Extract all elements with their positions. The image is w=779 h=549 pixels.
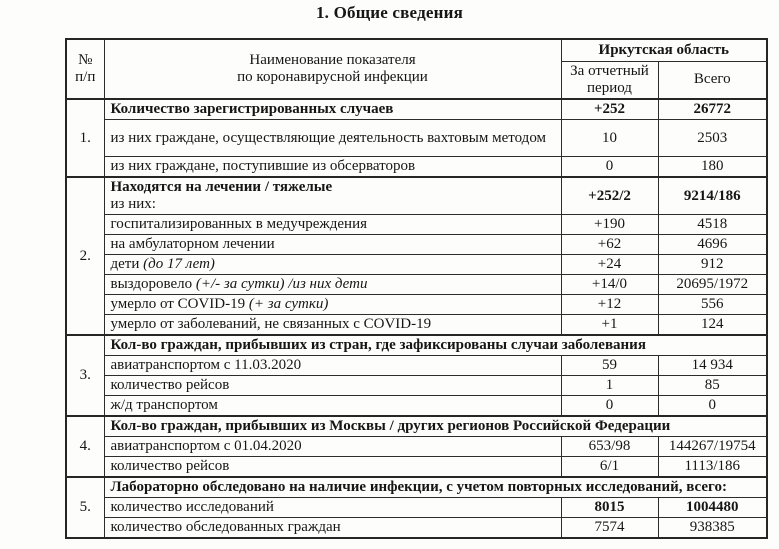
indicator-cell: из них граждане, поступившие из обсерваторов [104,157,561,178]
header-period-cell [561,61,658,99]
period-cell: 653/98 [561,437,658,457]
period-cell: +190 [561,215,658,235]
section-header-cell: Лабораторно обследовано на наличие инфекции, с учетом повторных исследований, всего: [104,477,767,498]
total-cell: 0 [658,396,767,417]
table-row [66,396,767,417]
indicator-cell [104,295,561,315]
total-cell: 20695/1972 [658,275,767,295]
table-row [66,315,767,336]
table-row [66,215,767,235]
indicator-label-sub: из них: [110,196,156,212]
period-cell: 0 [561,396,658,417]
period-cell: +62 [561,235,658,255]
table-row [66,99,767,120]
page-title: 1. Общие сведения [315,3,464,22]
table-row [66,376,767,396]
indicator-cell: авиатранспортом с 01.04.2020 [104,437,561,457]
indicator-cell: Количество зарегистрированных случаев [104,99,561,120]
header-period-line1: За отчетный [570,62,649,79]
period-cell: 10 [561,120,658,157]
table-row [66,518,767,539]
total-cell: 912 [658,255,767,275]
total-cell: 4518 [658,215,767,235]
indicator-label: дети [110,256,144,272]
indicator-cell: авиатранспортом с 11.03.2020 [104,356,561,376]
period-cell: +252 [561,99,658,120]
total-cell: 2503 [658,120,767,157]
table-row [66,235,767,255]
row-number-cell: 2. [66,177,104,335]
period-cell: 8015 [561,498,658,518]
header-region-cell: Иркутская область [561,39,767,61]
row-number-cell: 4. [66,416,104,477]
indicator-cell: из них граждане, осуществляющие деятельность вахтовым методом [104,120,561,157]
section-header-row [66,416,767,437]
total-cell: 26772 [658,99,767,120]
indicator-label-italic: (+ за сутки) [248,296,329,312]
total-cell: 85 [658,376,767,396]
total-cell: 144267/19754 [658,437,767,457]
period-cell: +12 [561,295,658,315]
indicator-cell: количество исследований [104,498,561,518]
indicator-label-main: Находятся на лечении / тяжелые [110,179,333,195]
table-row [66,356,767,376]
indicator-label-italic: (+/- за сутки) /из них дети [195,276,368,292]
section-header-cell: Кол-во граждан, прибывших из Москвы / других регионов Российской Федерации [104,416,767,437]
header-period-line2: период [587,79,632,96]
table-row [66,120,767,157]
period-cell: +14/0 [561,275,658,295]
period-cell: +252/2 [561,177,658,215]
general-info-table [65,38,768,539]
header-name-line1: Наименование показателя [249,52,416,68]
total-cell: 1113/186 [658,457,767,478]
period-cell: 0 [561,157,658,178]
indicator-cell: умерло от заболеваний, не связанных с COVID-19 [104,315,561,336]
indicator-label: умерло от COVID-19 [110,296,249,312]
indicator-cell [104,275,561,295]
indicator-cell: количество обследованных граждан [104,518,561,539]
header-indicator-name-cell [104,39,561,99]
table-row [66,157,767,178]
header-num-line2: п/п [75,69,96,85]
row-number-cell: 5. [66,477,104,538]
header-num-line1: № [78,52,93,68]
indicator-cell: количество рейсов [104,457,561,478]
indicator-cell [104,255,561,275]
header-num-cell [66,39,104,99]
indicator-cell [104,177,561,215]
period-cell: 59 [561,356,658,376]
indicator-label: выздоровело [110,276,196,292]
table-row [66,457,767,478]
indicator-label-italic: (до 17 лет) [143,256,215,272]
period-cell: 7574 [561,518,658,539]
indicator-cell: госпитализированных в медучреждения [104,215,561,235]
row-number-cell: 3. [66,335,104,416]
table-row [66,177,767,215]
table-row [66,275,767,295]
section-header-row [66,477,767,498]
indicator-cell: количество рейсов [104,376,561,396]
total-cell: 9214/186 [658,177,767,215]
total-cell: 14 934 [658,356,767,376]
period-cell: 6/1 [561,457,658,478]
total-cell: 938385 [658,518,767,539]
total-cell: 1004480 [658,498,767,518]
total-cell: 4696 [658,235,767,255]
indicator-cell: ж/д транспортом [104,396,561,417]
section-header-row [66,335,767,356]
total-cell: 556 [658,295,767,315]
period-cell: +24 [561,255,658,275]
table-row [66,437,767,457]
table-row [66,498,767,518]
header-total-cell: Всего [658,61,767,99]
period-cell: +1 [561,315,658,336]
section-header-cell: Кол-во граждан, прибывших из стран, где зафиксированы случаи заболевания [104,335,767,356]
period-cell: 1 [561,376,658,396]
header-name-line2: по коронавирусной инфекции [237,69,428,85]
table-header-row [66,39,767,61]
total-cell: 180 [658,157,767,178]
table-row [66,255,767,275]
row-number-cell: 1. [66,99,104,177]
indicator-cell: на амбулаторном лечении [104,235,561,255]
total-cell: 124 [658,315,767,336]
table-row [66,295,767,315]
